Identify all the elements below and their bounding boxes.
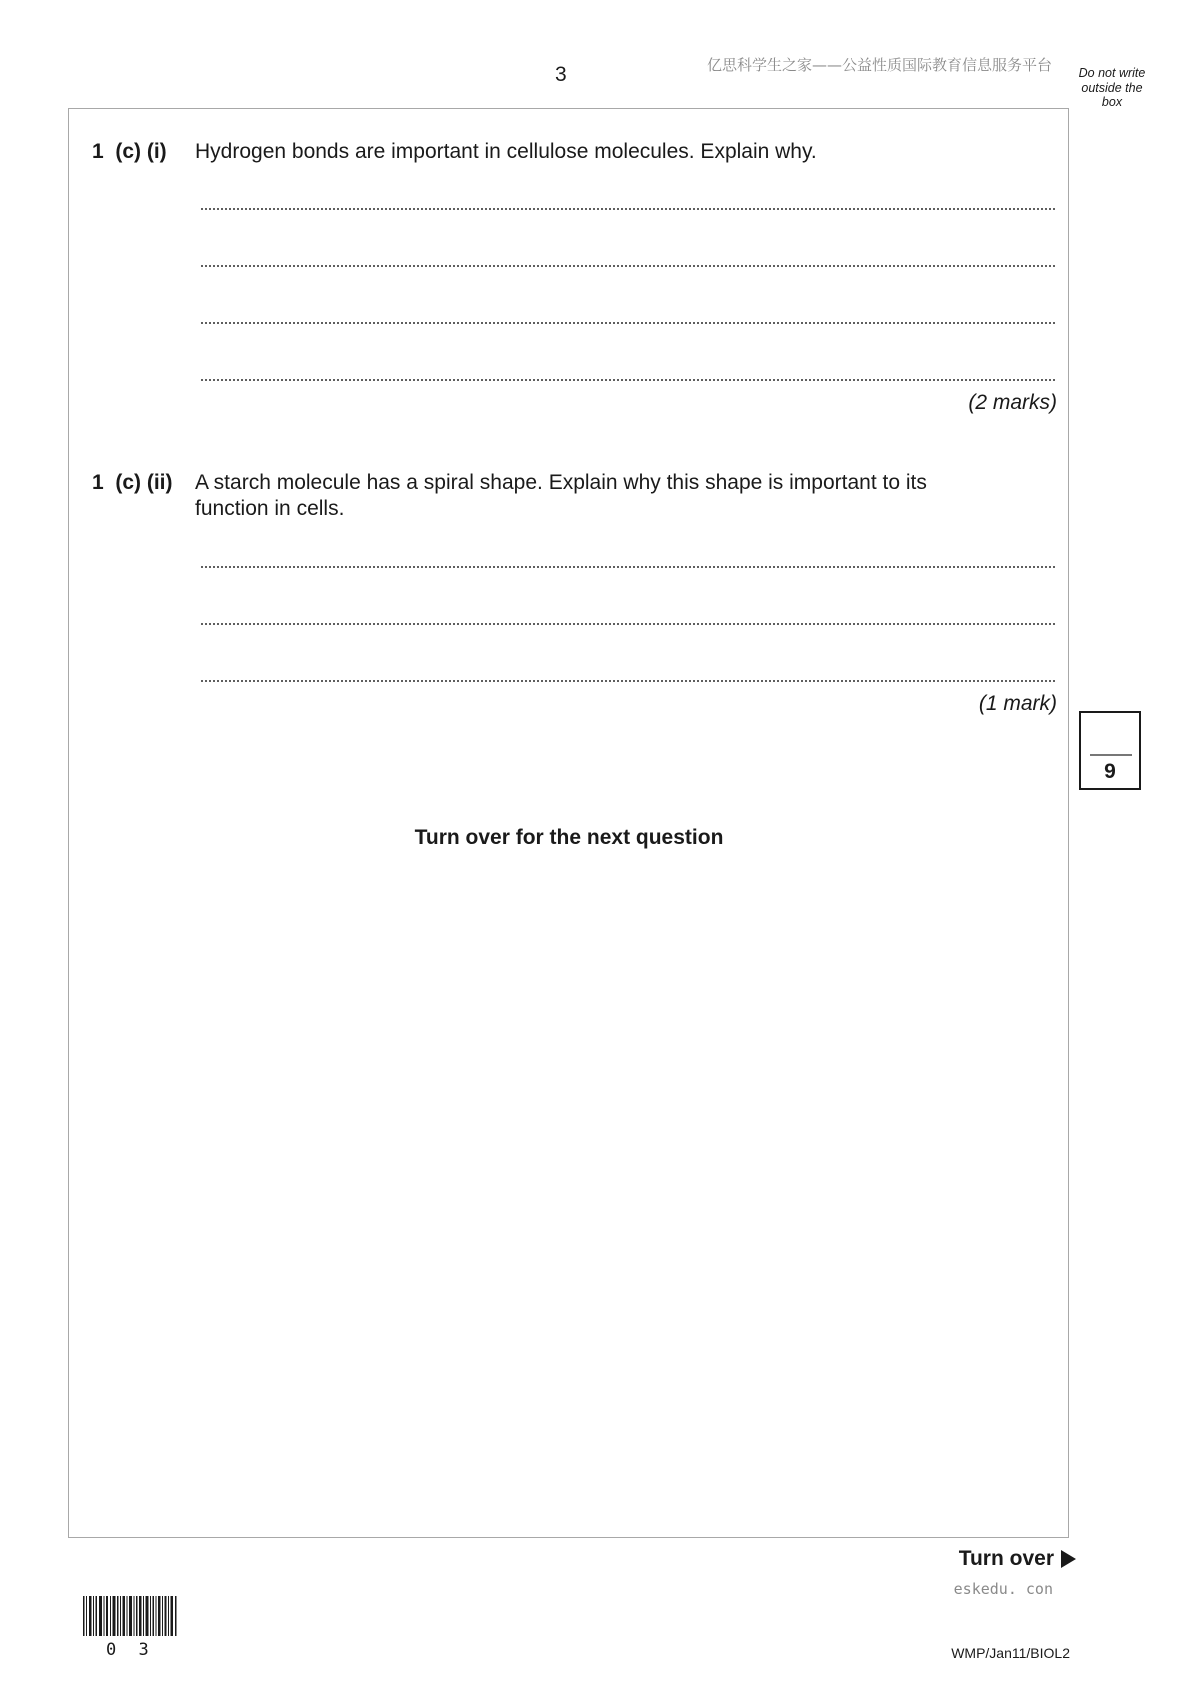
answer-line[interactable] [200,265,1057,267]
footer-watermark: eskedu. con [953,1580,1053,1598]
turn-over-footer [959,1547,1076,1571]
answer-line[interactable] [200,379,1057,381]
score-box-rule [1090,754,1132,756]
paper-code: WMP/Jan11/BIOL2 [951,1645,1070,1661]
question-1cii-number: 1 (c) (ii) [92,471,173,494]
barcode [83,1596,177,1636]
question-1ci-text: Hydrogen bonds are important in cellulose molecules. Explain why. [195,140,817,163]
question-1cii-text [195,470,927,522]
question-1ci-marks: (2 marks) [968,391,1057,414]
answer-line[interactable] [200,566,1057,568]
answer-line[interactable] [200,623,1057,625]
question-1cii-marks: (1 mark) [978,692,1057,715]
question-1cii-text-line: function in cells. [195,497,345,520]
answer-line[interactable] [200,680,1057,682]
right-triangle-icon [1061,1550,1076,1568]
question-1ci-number: 1 (c) (i) [92,140,167,163]
score-box-value: 9 [1104,760,1116,783]
margin-note-line: outside the [1081,80,1143,95]
page-number: 3 [555,63,567,86]
answer-line[interactable] [200,322,1057,324]
barcode-caption: 0 3 [106,1640,155,1660]
margin-note-line: Do not write [1078,66,1146,80]
turn-over-label: Turn over [958,1547,1054,1570]
header-watermark: 亿思科学生之家——公益性质国际教育信息服务平台 [706,56,1052,74]
margin-note [1068,66,1156,110]
answer-line[interactable] [200,208,1057,210]
question-1cii-text-line: A starch molecule has a spiral shape. Explain why this shape is important to its [195,471,927,494]
margin-note-line: box [1101,95,1123,109]
turn-over-next-question: Turn over for the next question [414,826,724,849]
score-box [1079,711,1141,790]
